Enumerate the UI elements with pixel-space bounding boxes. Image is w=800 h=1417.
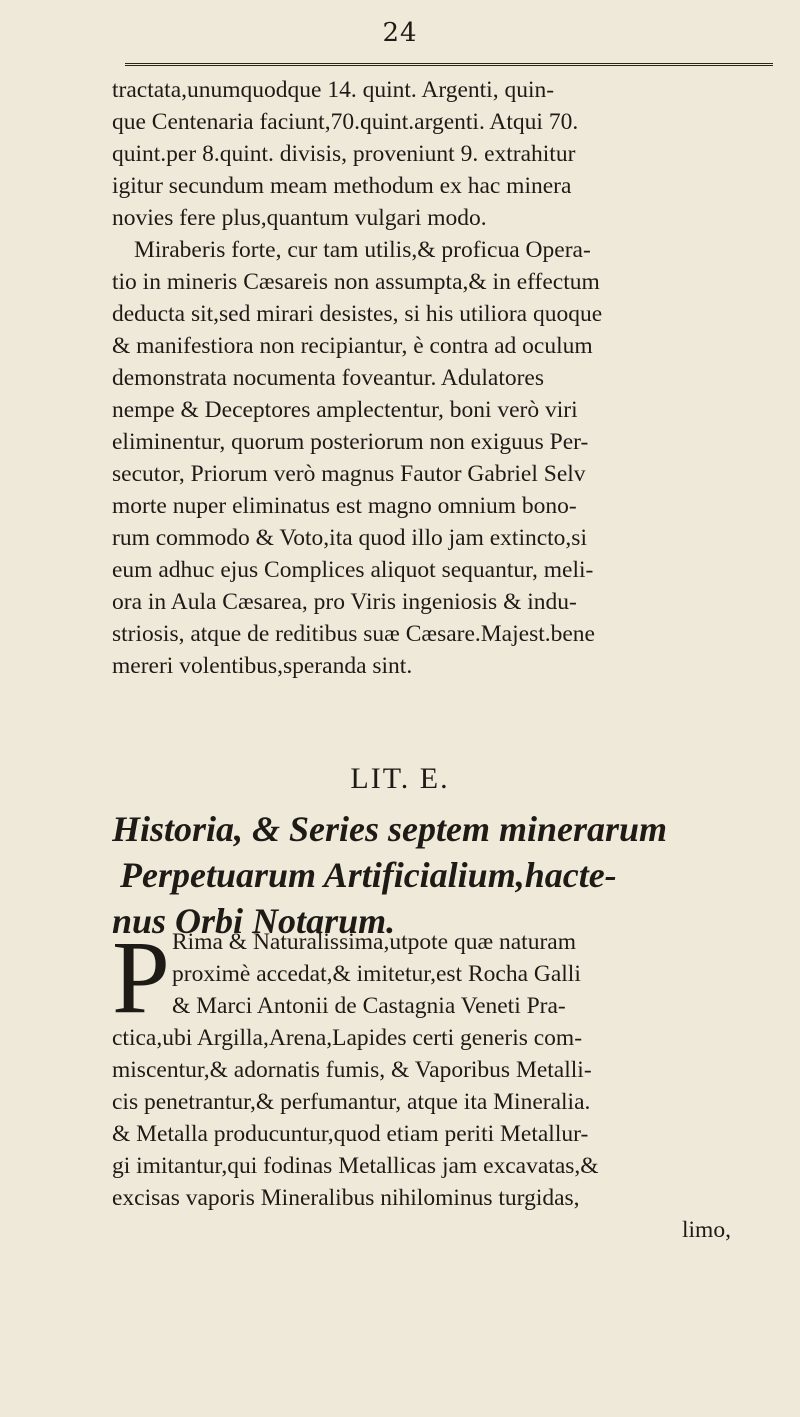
text-line: nempe & Deceptores amplectentur, boni verò viri	[112, 397, 578, 423]
paragraph-1	[112, 74, 772, 682]
text-line: mereri volentibus,speranda sint.	[112, 653, 413, 679]
text-line: quint.per 8.quint. divisis, proveniunt 9. extrahitur	[112, 141, 576, 167]
text-line: cis penetrantur,& perfumantur, atque ita Mineralia.	[112, 1089, 591, 1115]
text-line: ctica,ubi Argilla,Arena,Lapides certi generis com-	[112, 1025, 583, 1051]
text-line: deducta sit,sed mirari desistes, si his utiliora quoque	[112, 301, 603, 327]
text-line: & Marci Antonii de Castagnia Veneti Pra-	[172, 993, 566, 1019]
title-line: Historia, & Series septem minerarum	[112, 809, 668, 849]
text-line: proximè accedat,& imitetur,est Rocha Galli	[172, 961, 581, 987]
section-heading: LIT. E.	[350, 762, 450, 795]
text-line: Miraberis forte, cur tam utilis,& proficua Opera-	[134, 237, 591, 263]
text-line: limo,	[682, 1217, 731, 1243]
text-line: tractata,unumquodque 14. quint. Argenti, quin-	[112, 77, 555, 103]
text-line: secutor, Priorum verò magnus Fautor Gabriel Selv	[112, 461, 586, 487]
text-line: rum commodo & Voto,ita quod illo jam extincto,si	[112, 525, 587, 551]
text-line: gi imitantur,qui fodinas Metallicas jam excavatas,&	[112, 1153, 599, 1179]
text-line: excisas vaporis Mineralibus nihilominus turgidas,	[112, 1185, 580, 1211]
title-line: Perpetuarum Artificialium,hacte-	[120, 855, 617, 895]
header-rule	[125, 63, 773, 66]
text-line: & manifestiora non recipiantur, è contra ad oculum	[112, 333, 593, 359]
text-line: tio in mineris Cæsareis non assumpta,& in effectum	[112, 269, 600, 295]
drop-cap: P	[112, 920, 170, 1035]
text-line: novies fere plus,quantum vulgari modo.	[112, 205, 487, 231]
page-number: 24	[382, 18, 418, 48]
title-line: nus Orbi Notarum.	[112, 901, 396, 941]
text-line: miscentur,& adornatis fumis, & Vaporibus Metalli-	[112, 1057, 592, 1083]
text-line: eum adhuc ejus Complices aliquot sequantur, meli-	[112, 557, 594, 583]
text-line: demonstrata nocumenta foveantur. Adulatores	[112, 365, 545, 391]
text-line: morte nuper eliminatus est magno omnium bono-	[112, 493, 577, 519]
text-line: igitur secundum meam methodum ex hac minera	[112, 173, 572, 199]
text-line: que Centenaria faciunt,70.quint.argenti. Atqui 70.	[112, 109, 579, 135]
text-line: eliminentur, quorum posteriorum non exiguus Per-	[112, 429, 589, 455]
text-line: ora in Aula Cæsarea, pro Viris ingeniosis & indu-	[112, 589, 577, 615]
text-line: Rima & Naturalissima,utpote quæ naturam	[172, 929, 576, 955]
section-title	[112, 806, 792, 944]
text-line: & Metalla producuntur,quod etiam periti Metallur-	[112, 1121, 589, 1147]
text-line: striosis, atque de reditibus suæ Cæsare.Majest.bene	[112, 621, 595, 647]
